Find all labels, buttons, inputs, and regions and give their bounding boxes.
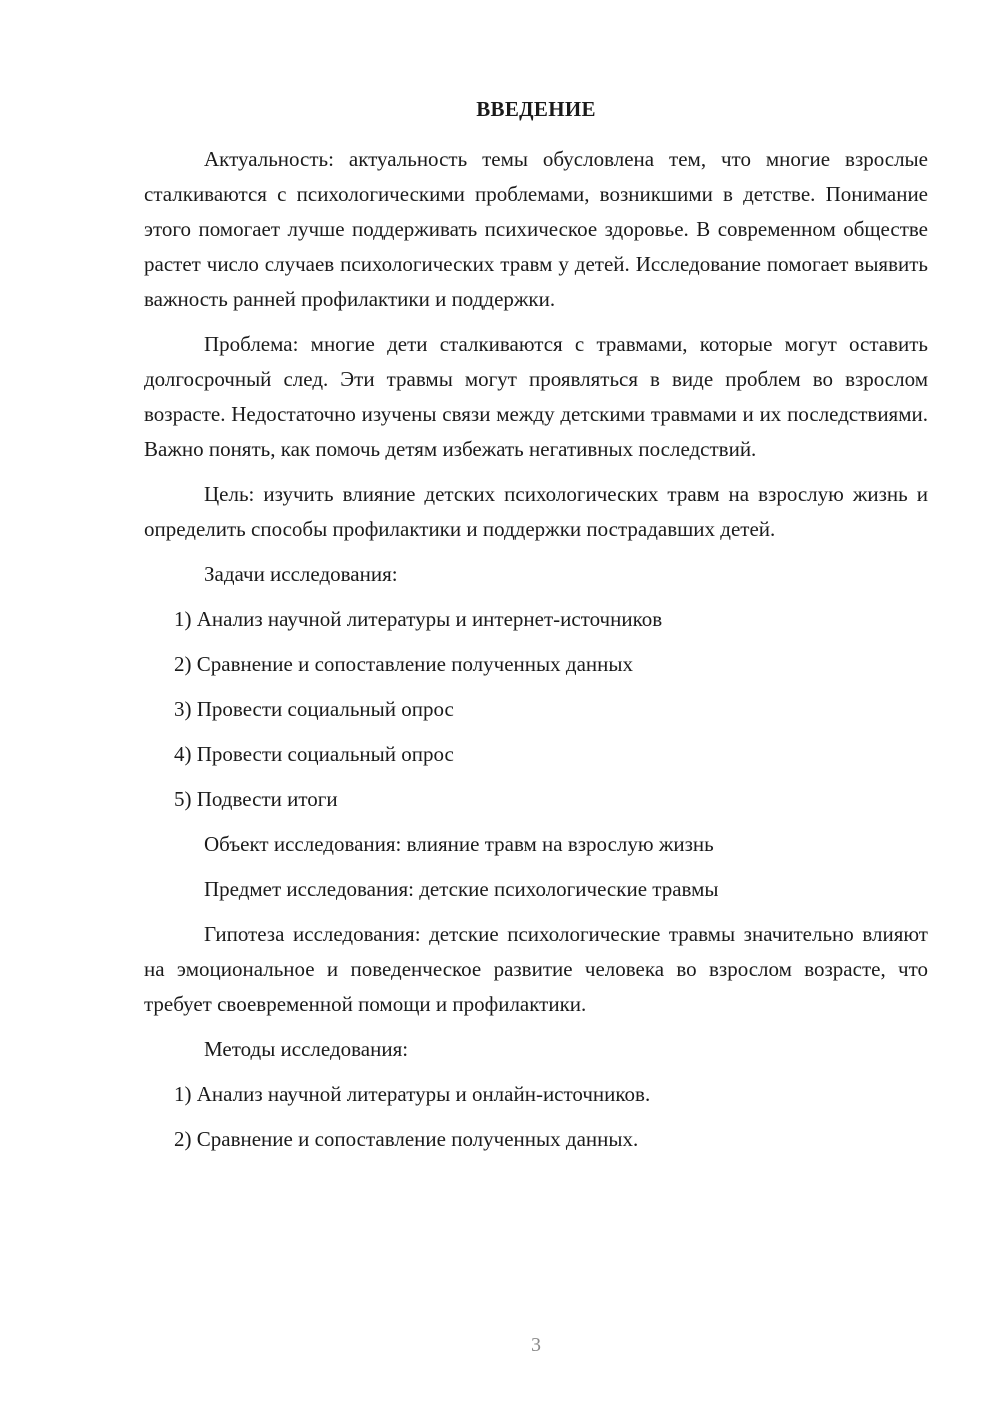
- task-item: 4) Провести социальный опрос: [174, 742, 454, 766]
- task-item: 3) Провести социальный опрос: [174, 697, 454, 721]
- page-title: ВВЕДЕНИЕ: [476, 97, 596, 121]
- research-object: Объект исследования: влияние травм на взрослую жизнь: [204, 832, 714, 856]
- task-item: 2) Сравнение и сопоставление полученных данных: [174, 652, 633, 676]
- method-item: 1) Анализ научной литературы и онлайн-источников.: [174, 1082, 651, 1106]
- page-number: 3: [531, 1334, 541, 1356]
- methods-heading: Методы исследования:: [204, 1037, 409, 1061]
- task-item: 5) Подвести итоги: [174, 787, 338, 811]
- tasks-heading: Задачи исследования:: [204, 562, 398, 586]
- research-subject: Предмет исследования: детские психологические травмы: [204, 877, 719, 901]
- main-text: [144, 142, 928, 1157]
- problem-paragraph: Проблема: многие дети сталкиваются с травмами, которые могут оставить долгосрочный след. Эти травмы могут проявляться в виде проблем во взрослом возрасте. Недостаточно изучены связи между детскими травмами и их последствиями. Важно понять, как помочь детям избежать негативных последствий.: [144, 332, 928, 461]
- task-item: 1) Анализ научной литературы и интернет-источников: [174, 607, 663, 631]
- hypothesis-paragraph: Гипотеза исследования: детские психологические травмы значительно влияют на эмоциональное и поведенческое развитие человека во взрослом возрасте, что требует своевременной помощи и профилактики.: [144, 922, 928, 1016]
- goal-paragraph: Цель: изучить влияние детских психологических травм на взрослую жизнь и определить способы профилактики и поддержки пострадавших детей.: [144, 482, 928, 541]
- method-item: 2) Сравнение и сопоставление полученных данных.: [174, 1127, 639, 1151]
- relevance-paragraph: Актуальность: актуальность темы обусловлена тем, что многие взрослые сталкиваются с психологическими проблемами, возникшими в детстве. Понимание этого помогает лучше поддерживать психическое здоровье. В современном обществе растет число случаев психологических травм у детей. Исследование помогает выявить важность ранней профилактики и поддержки.: [144, 147, 928, 311]
